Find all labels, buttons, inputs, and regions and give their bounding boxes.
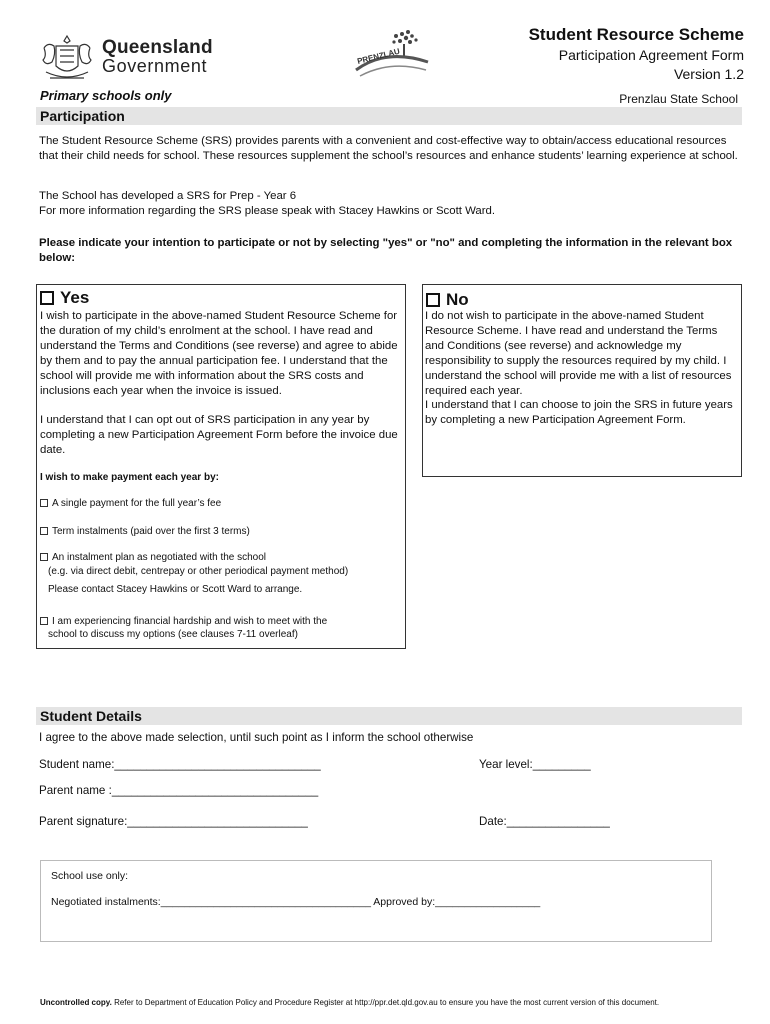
student-name-field[interactable]: Student name:________________________________ — [39, 758, 321, 771]
parent-name-field[interactable]: Parent name :________________________________ — [39, 784, 319, 797]
yes-description: I wish to participate in the above-named Student Resource Scheme for the duration of my child’s enrolment at the school. I have read and understand the Terms and Conditions (see reverse) and agree to abide by them and to pay the annual participation fee. I understand that the school will provide me with information about the SRS costs and inclusions each year when the invoice is issued. — [40, 310, 398, 397]
footer-bold: Uncontrolled copy. — [40, 998, 112, 1007]
document-title-block — [529, 24, 744, 84]
no-label: No — [446, 290, 469, 309]
yes-label: Yes — [60, 288, 90, 307]
school-use-box — [40, 860, 712, 942]
yes-checkbox[interactable] — [40, 291, 54, 305]
document-version: Version 1.2 — [673, 66, 744, 82]
checkbox-icon[interactable] — [40, 617, 48, 625]
participation-contact: For more information regarding the SRS please speak with Stacey Hawkins or Scott Ward. — [39, 205, 496, 217]
participation-heading: Participation — [40, 108, 125, 124]
participation-heading-bar — [36, 107, 742, 125]
prenzlau-logo-text: PRENZLAU — [356, 46, 401, 66]
checkbox-icon[interactable] — [40, 527, 48, 535]
school-use-label: School use only: — [51, 870, 129, 882]
school-name: Prenzlau State School — [619, 92, 738, 106]
document-title: Student Resource Scheme — [528, 25, 744, 44]
qld-name-line1: Queensland — [102, 37, 213, 58]
student-details-heading: Student Details — [40, 708, 142, 724]
payment-option-hardship[interactable]: I am experiencing financial hardship and wish to meet with the — [40, 615, 327, 629]
yes-opt-out: I understand that I can opt out of SRS participation in any year by completing a new Participation Agreement Form before the invoice due date. — [40, 414, 398, 456]
participation-year-range: The School has developed a SRS for Prep - Year 6 — [39, 190, 297, 202]
participation-intro: The Student Resource Scheme (SRS) provides parents with a convenient and cost-effective way to obtain/access educational resources that their child needs for school. These resources supplement the school’s resources and enhance students’ learning experience at school. — [39, 135, 738, 162]
payment-option-term[interactable]: Term instalments (paid over the first 3 terms) — [40, 525, 250, 539]
document-subtitle: Participation Agreement Form — [558, 47, 744, 63]
payment-option-plan[interactable]: An instalment plan as negotiated with the school — [40, 551, 266, 565]
payment-option-single[interactable]: A single payment for the full year’s fee — [40, 497, 221, 511]
checkbox-icon[interactable] — [40, 553, 48, 561]
no-future-join: I understand that I can choose to join the SRS in future years by completing a new Participation Agreement Form. — [425, 399, 733, 426]
prenzlau-school-logo — [350, 26, 434, 86]
parent-signature-field[interactable]: Parent signature:____________________________ — [39, 815, 308, 828]
footer-note — [40, 998, 659, 1007]
agreement-statement: I agree to the above made selection, until such point as I inform the school otherwise — [39, 731, 474, 744]
date-field[interactable]: Date:________________ — [479, 815, 610, 828]
payment-option-hardship-line2: school to discuss my options (see clauses 7-11 overleaf) — [48, 629, 298, 640]
crest-icon — [38, 32, 96, 86]
payment-option-plan-contact: Please contact Stacey Hawkins or Scott Ward to arrange. — [48, 584, 303, 595]
queensland-government-logo — [38, 32, 213, 86]
payment-option-plan-note: (e.g. via direct debit, centrepay or other periodical payment method) — [48, 566, 349, 577]
checkbox-icon[interactable] — [40, 499, 48, 507]
primary-schools-only: Primary schools only — [40, 88, 172, 103]
tree-icon — [350, 26, 434, 86]
qld-name-line2: Government — [102, 56, 208, 76]
participation-instruction: Please indicate your intention to participate or not by selecting "yes" or "no" and completing the information in the relevant box below: — [39, 237, 733, 264]
negotiated-instalments-field[interactable]: Negotiated instalments:____________________________________ Approved by:__________________ — [51, 896, 541, 908]
no-option-header[interactable] — [426, 290, 469, 310]
student-details-heading-bar — [36, 707, 742, 725]
payment-heading: I wish to make payment each year by: — [40, 472, 219, 483]
no-checkbox[interactable] — [426, 293, 440, 307]
year-level-field[interactable]: Year level:_________ — [479, 758, 591, 771]
yes-option-header[interactable] — [40, 288, 89, 308]
footer-text: Refer to Department of Education Policy and Procedure Register at http://ppr.det.qld.gov.au to ensure you have the most current version of this document. — [111, 998, 660, 1007]
no-description: I do not wish to participate in the above-named Student Resource Scheme. I have read and understand the Terms and Conditions (see reverse) and acknowledge my responsibility to supply the resources required by my child. I understand the school will provide me with a list of resources required each year. — [425, 310, 732, 397]
